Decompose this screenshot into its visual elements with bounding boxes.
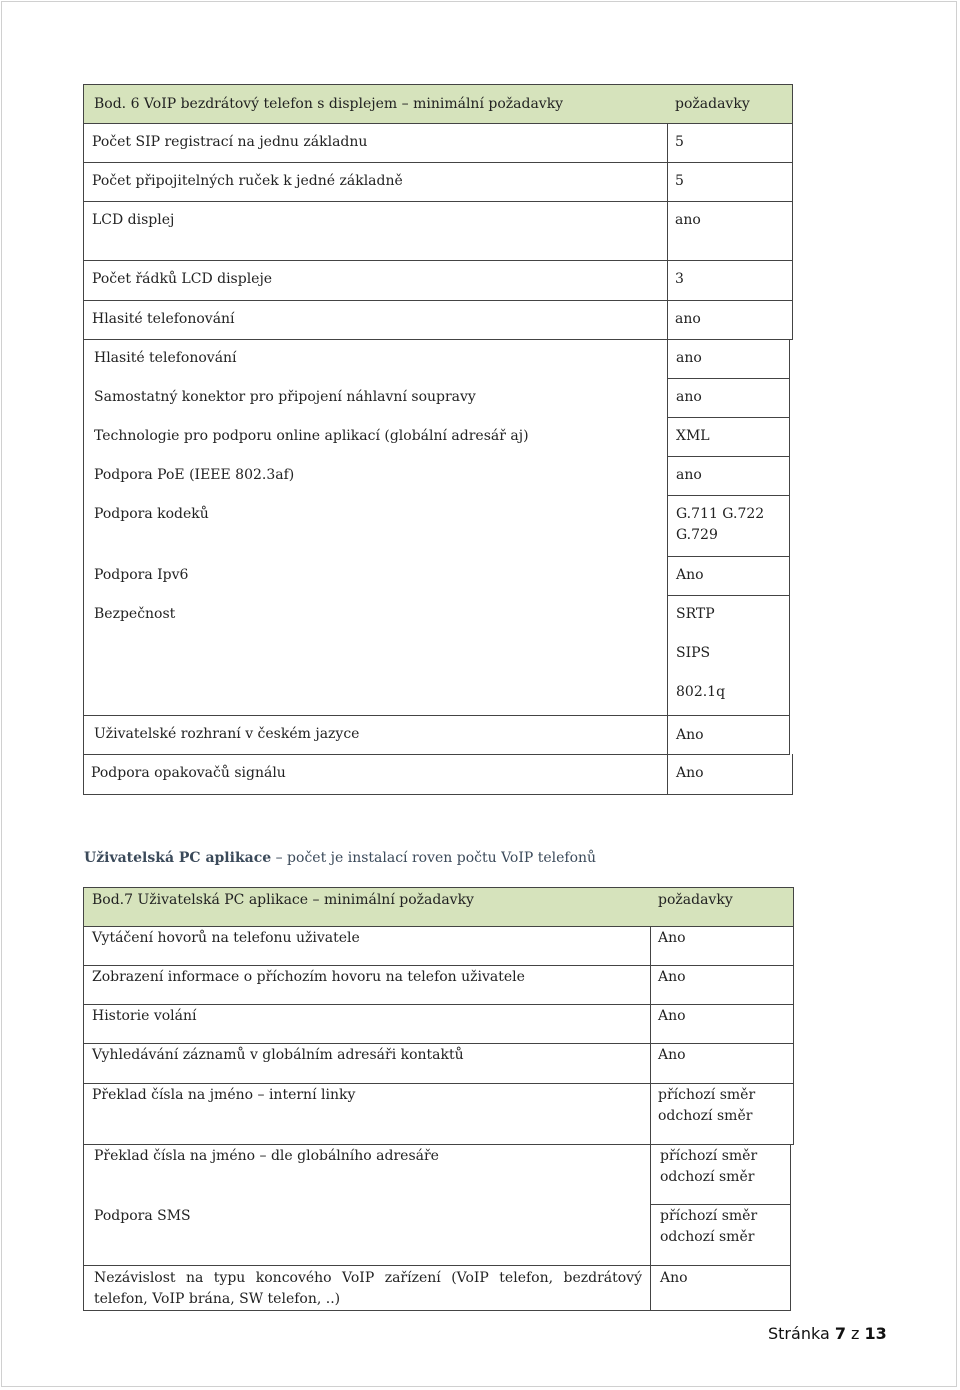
row-value-cell	[650, 1083, 794, 1145]
row-value-cell	[667, 715, 790, 755]
table-row	[83, 1043, 651, 1084]
row-value-cell	[667, 417, 790, 457]
row-value: ano	[676, 350, 702, 366]
row-label: Historie volání	[92, 1008, 197, 1024]
page-number-current: 7	[834, 1324, 846, 1343]
table-row	[83, 926, 651, 966]
row-value-cell	[667, 260, 793, 301]
table-row	[83, 201, 668, 261]
row-value: Ano	[658, 1047, 686, 1063]
row-value: příchozí směr	[658, 1087, 756, 1103]
row-value-line2: G.729	[676, 527, 718, 543]
table-row	[83, 456, 668, 496]
row-value: Ano	[676, 567, 704, 583]
row-value: Ano	[660, 1270, 688, 1286]
table-row	[83, 1004, 651, 1044]
section-title-bold: Uživatelská PC aplikace	[84, 850, 272, 866]
row-label: Nezávislost na typu koncového VoIP zařízení (VoIP telefon, bezdrátový telefon, VoIP brána, SW telefon, ..)	[94, 1270, 642, 1307]
row-value: XML	[676, 428, 710, 444]
row-value: Ano	[676, 727, 704, 743]
row-value-line2: odchozí směr	[660, 1229, 755, 1245]
table-row	[83, 754, 668, 795]
table2-header-value	[650, 887, 794, 927]
table-row	[83, 162, 668, 202]
table-row	[83, 378, 668, 418]
table-row	[83, 417, 668, 457]
row-value-cell	[650, 1204, 791, 1266]
row-value-line3: 802.1q	[676, 684, 726, 700]
table-row	[83, 339, 668, 379]
row-value-cell	[667, 495, 790, 557]
table-row	[83, 123, 668, 163]
row-value-cell	[650, 1144, 791, 1205]
row-value: Ano	[658, 1008, 686, 1024]
row-value: ano	[675, 311, 701, 327]
row-label: Podpora Ipv6	[94, 567, 189, 583]
row-label: Hlasité telefonování	[94, 350, 237, 366]
row-value: Ano	[676, 765, 704, 781]
table2-header-label-text: Bod.7 Uživatelská PC aplikace – minimální požadavky	[92, 892, 474, 908]
row-value-cell	[650, 965, 794, 1005]
table-row	[83, 260, 668, 301]
row-label: Podpora PoE (IEEE 802.3af)	[94, 467, 295, 483]
row-value: příchozí směr	[660, 1148, 758, 1164]
page-number-middle: z	[845, 1324, 865, 1343]
row-label: Uživatelské rozhraní v českém jazyce	[94, 726, 360, 742]
row-label: Hlasité telefonování	[92, 311, 235, 327]
row-label: Vyhledávání záznamů v globálním adresáři kontaktů	[92, 1047, 464, 1063]
row-value: ano	[675, 212, 701, 228]
row-value: Ano	[658, 930, 686, 946]
table-row	[83, 965, 651, 1005]
table1-header-value	[667, 84, 793, 124]
row-value: 5	[675, 173, 684, 189]
row-label: LCD displej	[92, 212, 175, 228]
row-label: Zobrazení informace o příchozím hovoru na telefon uživatele	[92, 969, 525, 985]
row-value-cell	[650, 1265, 791, 1311]
row-label: Počet připojitelných ruček k jedné základně	[92, 173, 403, 189]
row-label: Počet řádků LCD displeje	[92, 271, 273, 287]
row-value-cell	[667, 162, 793, 202]
table-row	[83, 556, 668, 596]
table-row	[83, 1083, 651, 1145]
table1-header-value-text: požadavky	[675, 96, 750, 112]
row-label: Počet SIP registrací na jednu základnu	[92, 134, 368, 150]
table-row	[83, 300, 668, 340]
row-value-line2: odchozí směr	[660, 1169, 755, 1185]
row-value-cell	[667, 201, 793, 261]
table-row	[83, 1144, 651, 1205]
row-label: Překlad čísla na jméno – dle globálního adresáře	[94, 1148, 439, 1164]
row-value: G.711 G.722	[676, 506, 765, 522]
table1-header-label-text: Bod. 6 VoIP bezdrátový telefon s displejem – minimální požadavky	[94, 96, 564, 112]
row-value-cell	[667, 378, 790, 418]
row-value: příchozí směr	[660, 1208, 758, 1224]
row-value: SRTP	[676, 606, 715, 622]
table1-header-label	[83, 84, 668, 124]
row-value: ano	[676, 389, 702, 405]
section-heading	[84, 850, 596, 866]
page-number-total: 13	[864, 1324, 887, 1343]
row-value-cell	[667, 754, 793, 795]
table2-header-label	[83, 887, 651, 927]
row-value-cell	[667, 595, 790, 716]
row-label: Technologie pro podporu online aplikací (globální adresář aj)	[94, 428, 529, 444]
row-value-cell	[650, 1043, 794, 1084]
row-value-cell	[667, 339, 790, 379]
row-label: Podpora kodeků	[94, 506, 209, 522]
row-value-line2: odchozí směr	[658, 1108, 753, 1124]
table-row	[83, 495, 668, 557]
row-value-line2: SIPS	[676, 645, 711, 661]
page-number	[768, 1324, 887, 1343]
row-label: Překlad čísla na jméno – interní linky	[92, 1087, 356, 1103]
row-value-cell	[650, 1004, 794, 1044]
table-row	[83, 715, 668, 755]
table-row	[83, 595, 668, 716]
row-value-cell	[667, 300, 793, 340]
table-row	[83, 1204, 651, 1266]
table2-header-value-text: požadavky	[658, 892, 733, 908]
row-value-cell	[667, 123, 793, 163]
row-label: Samostatný konektor pro připojení náhlavní soupravy	[94, 389, 476, 405]
row-value-cell	[667, 556, 790, 596]
row-label: Bezpečnost	[94, 606, 176, 622]
row-value-cell	[667, 456, 790, 496]
page-number-prefix: Stránka	[768, 1324, 835, 1343]
row-value: 5	[675, 134, 684, 150]
row-value-cell	[650, 926, 794, 966]
row-value: 3	[675, 271, 684, 287]
section-title-rest: – počet je instalací roven počtu VoIP telefonů	[271, 850, 597, 866]
table-row	[83, 1265, 651, 1311]
row-label: Podpora SMS	[94, 1208, 191, 1224]
row-label: Vytáčení hovorů na telefonu uživatele	[92, 930, 360, 946]
row-value: Ano	[658, 969, 686, 985]
row-label: Podpora opakovačů signálu	[91, 765, 286, 781]
row-value: ano	[676, 467, 702, 483]
